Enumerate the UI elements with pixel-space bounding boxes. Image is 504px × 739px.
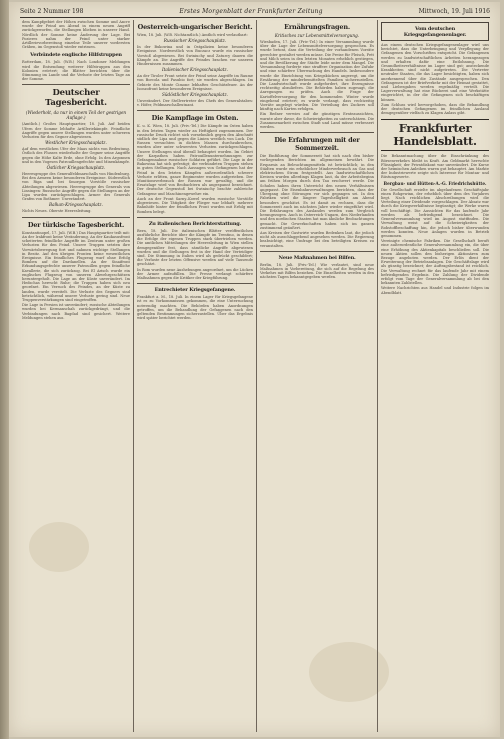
article-text: Unverändert. Der Stellvertreter des Chefs des Generalstabes: v. Höfer, Feldmarschalleutnant. — [137, 99, 253, 108]
article-heading: Ernährungsfragen. — [284, 23, 350, 31]
article-text: Die Gesellschaft erzielte im abgelaufenen Geschäftsjahr einen Rohgewinn, der erheblich über dem des Vorjahres liegt. Nach reichlichen Abschreibungen wird die Verteilung einer Dividende vorgeschlagen. Der Absatz war durch die Kriegsverhältnisse begünstigt; die Werke waren voll beschäftigt. Die Aussichten für das laufende Jahr werden als befriedigend bezeichnet. Die Generalversammlung wird im August stattfinden. Die Verwaltung weist auf die Schwierigkeiten der Rohstoffbeschaffung hin, die jedoch bisher überwunden werden konnten. Neue Anlagen wurden in Betrieb genommen. — [381, 187, 489, 238]
article-text: Wien, 18. Juli. (W.B. Nichtamtlich.) Amtlich wird verlautbart: — [137, 33, 248, 37]
newspaper-issue-title: Erstes Morgenblatt der Frankfurter Zeitung — [179, 7, 323, 15]
divider — [22, 217, 130, 218]
article-text: K. u. K. Wien, 18. Juli. (Priv.-Tel.) Die Kämpfe im Osten haben in den letzten Tagen wieder an Heftigkeit zugenommen. Der russische Druck richtet sich vornehmlich gegen den Abschnitt südlich der Lipa und gegen die Linien westlich von Luck. Die Russen versuchten in dichten Massen durchzubrechen, wurden aber unter schwersten Verlusten zurückgeschlagen. Unsere Stellungen sind überall behauptet worden. Im Gebiet der Karpathen haben Patrouillenunternehmungen zur Gefangennahme russischer Soldaten geführt. Die Lage in der Bukowina hat sich gefestigt; die verbündeten Truppen stehen in guten Stellungen. Nach Aussagen von Gefangenen hat der Feind in den letzten Kämpfen außerordentlich schwere Verluste erlitten, ganze Regimenter wurden aufgerieben. Der Munitionsverbrauch der Russen war gewaltig, und die Ersatzlage wird von Beobachtern als angespannt bezeichnet. Der deutsche Gegenstoß bei Swiniuchy brachte zahlreiche Gefangene und Maschinengewehre ein. — [137, 124, 253, 196]
article-heading: Die Erfahrungen mit der Sommerzeit. — [274, 136, 360, 153]
column-2 — [137, 20, 253, 732]
article-subheading: Bergbau- und Hütten-A.-G. Friedrichshütte. — [383, 180, 487, 186]
article-heading: Vom deutschen Kriegsgefangenenlager. — [403, 26, 467, 38]
article-subheading: Westlicher Kriegsschauplatz. — [45, 140, 107, 146]
article-text: Konstantinopel, 17. Juli. (W.B.) Das Hauptquartier teilt mit: An der Irakfront keine Veränderung. An der Kaukasusfront scheiterten feindliche Angriffe im Zentrum unter großen Verlusten für den Feind. Unsere Truppen setzten ihre Vorwärtsbewegung fort und nahmen wichtige Stellungen in Besitz. Auf den übrigen Fronten keine wesentlichen Ereignisse. Ein feindliches Flugzeug warf ohne Erfolg Bomben auf die Dardanellen. An der Sinaifront Erkundungsgefechte unserer Patrouillen gegen feindliche Kavallerie, die sich zurückzog. Bei El Arisch wurde ein englisches Flugzeug von unseren Abwehrgeschützen heruntergeholt. Die Lage an der Küste unverändert. Im Hedschas herrscht Ruhe; die Truppen haben sich neu geordnet. Ein Versuch des Feindes, an der Küste zu landen, wurde vereitelt. Die Verluste des Gegners sind beträchtlich, während unsere Verluste gering sind. Neue Truppenverstärkungen sind eingetroffen. — [22, 230, 130, 302]
article-text: Vereinigte chemische Fabriken. Die Gesellschaft beruft eine außerordentliche Generalversammlung ein, die über eine Erhöhung des Aktienkapitals beschließen soll. Die neuen Aktien sollen den bisherigen Aktionären zum Bezuge angeboten werden. Der Erlös dient der Erweiterung der Betriebsanlagen. Die Geschäftslage wird als günstig bezeichnet; der Auftragsbestand ist reichlich. Die Verwaltung rechnet für das laufende Jahr mit einem befriedigenden Ergebnis. Die Zahlung der Dividende erfolgt vom Tage der Generalversammlung ab bei den bekannten Zahlstellen. — [381, 239, 489, 286]
divider — [137, 283, 253, 284]
article-subheading: Balkan-Kriegsschauplatz. — [49, 202, 103, 208]
article-text: Weitere Nachrichten aus Handel und Industrie folgen im Abendblatt. — [381, 286, 489, 295]
article-heading: Neue Maßnahmen bei Bilfen. — [278, 254, 356, 261]
article-text: Rotterdam, 18. Juli. (W.B.) Nach Londoner Meldungen wird die Entsendung weiterer Hilfstruppen aus den Kolonien erörtert; die Blätter berichten über die Stimmung im Lande und die Verluste der letzten Tage an der Somme. — [22, 60, 130, 82]
page-header — [20, 6, 490, 16]
masthead-box — [381, 119, 489, 151]
article-text: Berlin, 18. Juli. (Priv.-Tel.) Wie verlautet, sind neue Maßnahmen in Vorbereitung, die sich auf die Regelung des Verkehrs mit Bilfen beziehen. Die Einzelheiten werden in den nächsten Tagen bekanntgegeben werden. — [260, 262, 374, 280]
article-text: Auch an der Front Sarny–Kowel wurden russische Vorstöße abgewiesen. Die Tätigkeit der Flieger war lebhaft; mehrere Bahnhöfe hinter der feindlichen Front wurden mit Erfolg mit Bomben belegt. — [137, 196, 253, 214]
article-text: Nichts Neues. Oberste Heeresleitung. — [22, 209, 92, 214]
article-text: Die Einführung der Sommerzeit hat sich nach den bisher vorliegenden Berichten im allgemeinen bewährt. Die Ersparnis an Beleuchtungsmitteln ist beträchtlich; in den Städten wurde ein erheblicher Minderverbrauch an Gas und elektrischem Strom festgestellt. Aus landwirtschaftlichen Kreisen wurden allerdings Klagen laut, da der Arbeitsbeginn am frühen Morgen durch den Tau erschwert werde. Die Schulen haben ihren Unterricht den neuen Verhältnissen angepasst. Die Eisenbahnverwaltungen berichten, dass der Übergang ohne Störungen vor sich gegangen sei. In den Fabriken wird die längere Tageshelligkeit am Abend besonders geschätzt. Es ist damit zu rechnen, dass die Sommerzeit auch im nächsten Jahre wieder eingeführt wird. Die Erfahrungen des Auslandes werden zum Vergleich herangezogen. Auch in Österreich-Ungarn, den Niederlanden und den nordischen Staaten hat man ähnliche Beobachtungen gemacht. Die Gewerkschaften haben sich im ganzen zustimmend geäußert. — [260, 154, 374, 230]
header-divider — [20, 17, 490, 18]
divider — [22, 84, 130, 85]
article-text: Die Bekanntmachung über die Einschränkung des Börsenverkehrs bleibt in Kraft. Am Geldmarkt herrschte Flüssigkeit; der Privatdiskont war unverändert. Die Kurse der heimischen Anleihen waren gut behauptet. Am Markte der Industriewerte zeigte sich Interesse für Montan- und Rüstungswerte. — [381, 154, 489, 180]
article-subheading: Kritisches zur Lebensmittelversorgung. — [274, 33, 360, 38]
article-subheading: (Wiederholt, da nur in einem Teil der gestrigen Auflage.) — [25, 110, 127, 121]
issue-date: Mittwoch, 19. Juli 1916 — [418, 7, 490, 15]
section-masthead: Frankfurter Handelsblatt. — [393, 121, 477, 149]
article-text: Auf dem westlichen Ufer der Maas nichts von Bedeutung. Östlich des Flusses wiederholte der Gegner seine Angriffe gegen die Höhe Kalte Erde, ohne Erfolg. In den Argonnen und in den Vogesen Patrouillengefechte und Minenkämpfe. — [22, 147, 130, 164]
article-subheading: Italienischer Kriegsschauplatz. — [162, 67, 228, 73]
article-text: Heeresgruppe des Generalfeldmarschalls von Hindenburg. Bei den Armeen keine besonderen Ereignisse. Südwestlich von Riga und bei Smorgon Vorstöße russischer Abteilungen abgewiesen. Heeresgruppe des Generals von Linsingen: Russische Angriffe gegen die Stellungen an der Lipa wurden zurückgeschlagen. Armee des Generals Grafen von Bothmer: Unverändert. — [22, 172, 130, 202]
article-text: Frankfurt a. M., 18. Juli. In einem Lager für Kriegsgefangene ist es zu Vorkommnissen gekommen, die eine Untersuchung notwendig machten. Die Behörden haben Anordnungen getroffen, um die Behandlung der Gefangenen nach den geltenden Bestimmungen sicherzustellen. Über das Ergebnis wird später berichtet werden. — [137, 295, 253, 321]
article-text: Wiesbaden, 17. Juli. (Priv.-Tel.) In einer Versammlung wurde über die Lage der Lebensmittelversorgung gesprochen. Es wurde betont, dass die Verteilung der vorhandenen Vorräte gerechter gestaltet werden müsse. Die Preise für Fleisch, Fett und Milch seien in den letzten Monaten erheblich gestiegen, und die Bevölkerung der Städte leide unter dem Mangel. Die Versammlung forderte eine straffere Organisation der Zufuhr und eine schärfere Überwachung des Handels. Insbesondere wurde die Einrichtung von Kriegsküchen angeregt, um die Ernährung der minderbemittelten Familien sicherzustellen. Die Landwirtschaft wurde aufgefordert, ihre Erzeugnisse rechtzeitig abzuliefern. Die Behörden haben zugesagt, die Anregungen zu prüfen. Auch die Frage der Kartoffelversorgung für den kommenden Winter wurde eingehend erörtert; es wurde verlangt, dass rechtzeitig Vorräte angelegt würden. Die Verteilung des Zuckers soll künftig nach Karten erfolgen. — [260, 40, 374, 112]
column-4 — [381, 20, 489, 732]
article-text: Aus Kreisen der Gastwirte wurden Bedenken laut, die jedoch nicht als ausschlaggebend angesehen werden. Die Regierung beabsichtigt, eine Umfrage bei den beteiligten Kreisen zu veranstalten. — [260, 230, 374, 248]
divider — [260, 251, 374, 252]
divider — [260, 132, 374, 133]
article-text: An der Tiroler Front setzte der Feind seine Angriffe im Raume von Borcola und Pasubio fort; sie wurden abgeschlagen. Im Gebiete des Monte Cimone lebhaftes Geschützfeuer. An der Isonzofront keine besonderen Ereignisse. — [137, 74, 253, 91]
column-1 — [22, 20, 130, 732]
article-heading: Zu italienischen Berichterstattung. — [148, 220, 242, 227]
article-heading: Der türkische Tagesbericht. — [27, 220, 125, 229]
article-text: Bern, 18. Juli. Die italienischen Blätter veröffentlichen ausführliche Berichte über die Kämpfe im Trentino, in denen die Erfolge der eigenen Truppen stark übertrieben werden. Die amtlichen Mitteilungen der Heeresleitung in Wien stellen demgegenüber fest, dass sämtliche Angriffe abgewiesen wurden und die Stellungen fest in der Hand der Verteidiger sind. Die Stimmung in Italien wird als gedrückt geschildert; die Verluste der letzten Offensive werden auf viele Tausende geschätzt. — [137, 228, 253, 267]
article-text: Die Lage in Persien ist unverändert; russische Abteilungen wurden bei Kermanschah zurückgedrängt, und die Verbindungen nach Bagdad sind gesichert. Weitere Meldungen stehen aus. — [22, 303, 130, 320]
book-binding-edge — [0, 0, 9, 739]
column-3 — [260, 20, 374, 732]
column-divider — [377, 20, 378, 732]
article-text: In Rom wurden neue Aushebungen angeordnet, um die Lücken der Armee aufzufüllen. Die Presse verlangt schärfere Maßnahmen gegen die Kritiker der Kriegführung. — [137, 267, 253, 280]
article-text: Ein Redner verwies auf die günstigen Ernteaussichten, warnte aber davor, die Schwierigkeiten zu unterschätzen. Die Zusammenarbeit zwischen Stadt und Land müsse verbessert werden. — [260, 112, 374, 130]
article-text: Aus einem deutschen Kriegsgefangenenlager wird uns berichtet, dass die Unterbringung und Verpflegung der Gefangenen den Vorschriften entspricht. Die Gefangenen werden zu landwirtschaftlichen Arbeiten herangezogen und erhalten dafür eine Entlohnung. Die Gesundheitsverhältnisse im Lager sind gut; ansteckende Krankheiten sind nicht aufgetreten. Die Vertreter neutraler Staaten, die das Lager besichtigten, haben sich anerkennend über die Zustände ausgesprochen. Den Gefangenen ist der Briefverkehr mit der Heimat gestattet, und Liebesgaben werden regelmäßig verteilt. Die Lagerverwaltung hat eine Bücherei und eine Werkstätte eingerichtet, in der die Gefangenen sich beschäftigen können. — [381, 43, 489, 102]
article-text: (Amtlich.) Großes Hauptquartier, 18. Juli. Auf beiden Ufern der Somme lebhafte Artilleriekämpfe. Feindliche Angriffe gegen unsere Stellungen wurden unter schweren Verlusten für den Gegner abgewiesen. — [22, 122, 130, 140]
article-text: In der Bukowina und in Ostgalizien keine besonderen Ereignisse. Nordwestlich von Buczacz wurde ein russischer Vorstoß abgewiesen. Bei Swiniuchy und Zaturcy dauern die Kämpfe an. Die Angriffe des Feindes brachen vor unseren Hindernissen zusammen. — [137, 45, 253, 67]
article-subheading: Südöstlicher Kriegsschauplatz. — [161, 92, 229, 98]
divider — [137, 110, 253, 111]
article-subheading: Russischer Kriegsschauplatz. — [163, 38, 227, 44]
article-heading: Die Kampflage im Osten. — [151, 114, 239, 123]
column-divider — [256, 20, 257, 732]
page-number: Seite 2 Nummer 198 — [20, 7, 84, 15]
article-text: dem Kampfgebiet der Höhen zwischen Somme und Ancre wurde der Feind am Abend in einem neuen Angriff zurückgeworfen, die Stellungen blieben in unserer Hand. Nördlich der Somme keine Änderung der Lage. Bei Pozieres nahm der Feind unter starker Artillerievorbereitung einzelne Teile unserer vordersten Gräben, im Gegenstoß wieder entrissen. — [22, 20, 130, 50]
article-heading: Oesterreich-ungarischer Bericht. — [137, 23, 253, 31]
divider — [137, 217, 253, 218]
column-divider — [133, 20, 134, 732]
article-subheading: Östlicher Kriegsschauplatz. — [46, 165, 106, 171]
article-heading: Deutscher Tagesbericht. — [45, 88, 107, 109]
article-text: Zum Schluss wird hervorgehoben, dass die Behandlung der deutschen Gefangenen im feindlichen Ausland demgegenüber vielfach zu Klagen Anlass gibt. — [381, 102, 489, 116]
article-heading: Entrechieter Kriegsgefangene. — [154, 287, 236, 294]
article-heading: Verbündete englische Hilfstruppen — [30, 52, 122, 59]
boxed-article — [381, 22, 489, 41]
